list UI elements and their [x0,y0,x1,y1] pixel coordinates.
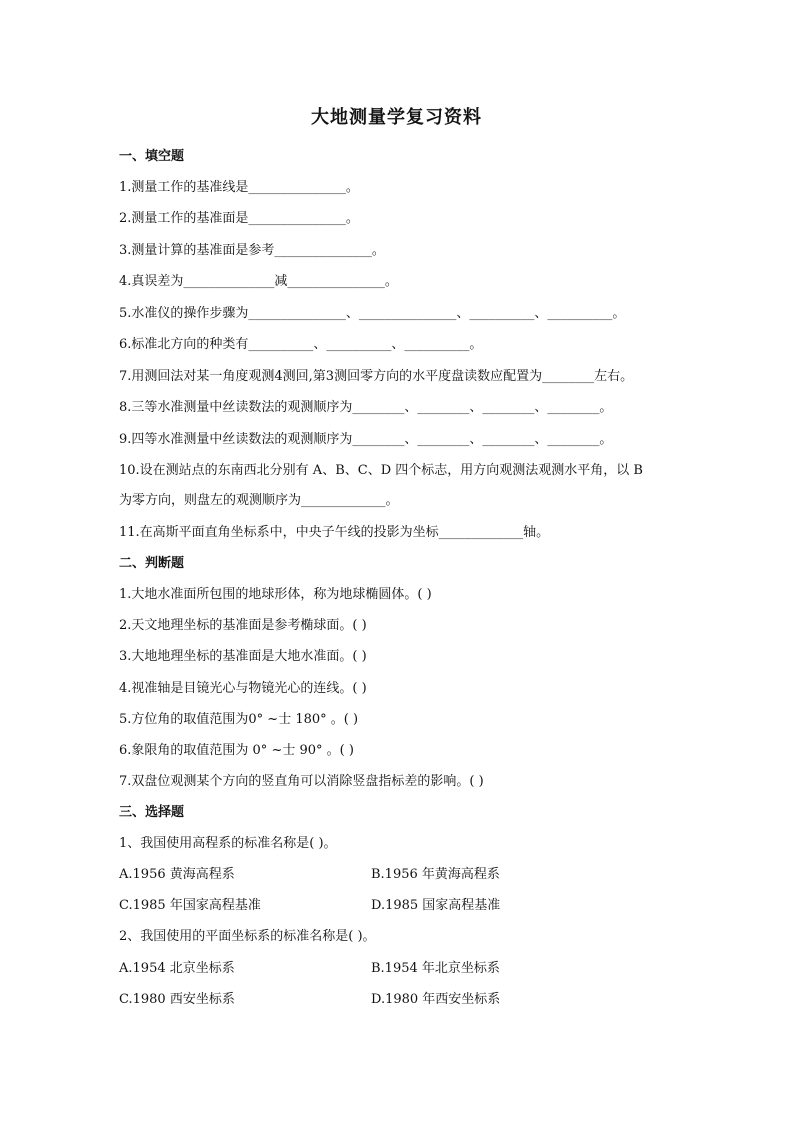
choice-2-option-b: B.1954 年北京坐标系 [371,961,500,976]
judge-item-7: 7.双盘位观测某个方向的竖直角可以消除竖盘指标差的影响。( ) [119,774,484,789]
choice-question-2: 2、我国使用的平面坐标系的标准名称是( )。 [119,929,376,944]
judge-item-6: 6.象限角的取值范围为 0° ~士 90° 。( ) [119,743,354,758]
choice-1-option-a: A.1956 黄海高程系 [119,867,235,882]
judge-item-5: 5.方位角的取值范围为0° ~士 180° 。( ) [119,712,359,727]
fill-item-5: 5.水准仪的操作步骤为_______________、_______________、__________、__________。 [119,306,626,321]
judge-item-3: 3.大地地理坐标的基准面是大地水准面。( ) [119,649,367,664]
choice-1-option-d: D.1985 国家高程基准 [371,898,501,913]
fill-item-10-line-1: 10.设在测站点的东南西北分别有 A、B、C、D 四个标志，用方向观测法观测水平角，以 B [119,463,643,478]
section-heading-true-false: 二、判断题 [119,556,185,571]
choice-2-option-d: D.1980 年西安坐标系 [371,992,501,1007]
fill-item-3: 3.测量计算的基准面是参考_______________。 [119,243,385,258]
fill-item-1: 1.测量工作的基准线是_______________。 [119,180,359,195]
fill-item-9: 9.四等水准测量中丝读数法的观测顺序为________、________、________、________。 [119,432,613,447]
fill-item-7: 7.用测回法对某一角度观测4测回,第3测回零方向的水平度盘读数应配置为________左右。 [119,369,634,384]
fill-item-6: 6.标准北方向的种类有__________、__________、__________。 [119,337,483,352]
fill-item-4: 4.真误差为______________减_______________。 [119,274,398,289]
section-heading-multiple-choice: 三、选择题 [119,805,185,820]
choice-1-option-b: B.1956 年黄海高程系 [371,867,500,882]
judge-item-4: 4.视准轴是目镜光心与物镜光心的连线。( ) [119,681,367,696]
judge-item-1: 1.大地水准面所包围的地球形体，称为地球椭圆体。( ) [119,587,432,602]
fill-item-11: 11.在高斯平面直角坐标系中，中央子午线的投影为坐标_____________轴。 [119,525,550,540]
judge-item-2: 2.天文地理坐标的基准面是参考椭球面。( ) [119,618,367,633]
fill-item-8: 8.三等水准测量中丝读数法的观测顺序为________、________、________、________。 [119,400,613,415]
section-heading-fill-in: 一、填空题 [119,149,185,164]
document-title: 大地测量学复习资料 [311,107,482,128]
choice-1-option-c: C.1985 年国家高程基准 [119,898,261,913]
choice-question-1: 1、我国使用高程系的标准名称是( )。 [119,836,337,851]
fill-item-2: 2.测量工作的基准面是_______________。 [119,211,359,226]
choice-2-option-a: A.1954 北京坐标系 [119,961,235,976]
fill-item-10-line-2: 为零方向，则盘左的观测顺序为_____________。 [119,493,399,508]
choice-2-option-c: C.1980 西安坐标系 [119,992,235,1007]
